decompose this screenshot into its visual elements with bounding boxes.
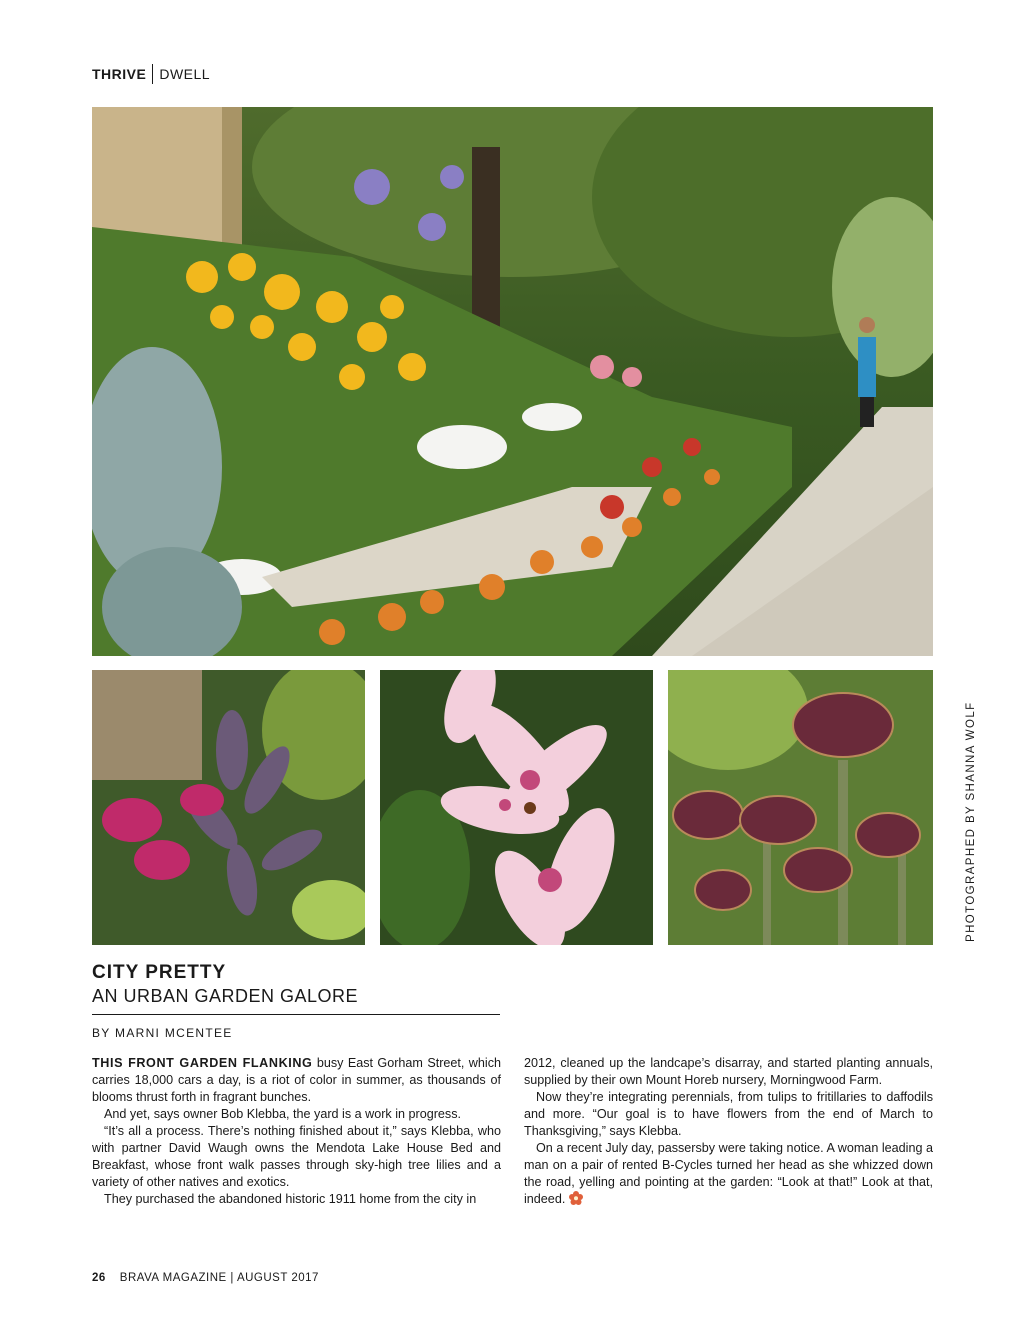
paragraph-text: busy East Gorham Street, which carries 18,000 cars a day, is a riot of color in summer, as thousands of blooms thrust forth in fragrant bunches. xyxy=(92,1056,501,1104)
section-divider xyxy=(152,64,153,84)
headline-rule xyxy=(92,1014,500,1015)
paragraph: They purchased the abandoned historic 1911 home from the city in xyxy=(104,1192,477,1206)
article-headline: CITY PRETTY xyxy=(92,962,227,983)
paragraph xyxy=(524,1140,933,1208)
flower-end-mark-icon xyxy=(569,1191,583,1205)
body-column-1 xyxy=(92,1055,501,1208)
paragraph xyxy=(92,1055,501,1106)
lily-photo xyxy=(380,670,653,945)
paragraph: “It’s all a process. There’s nothing finished about it,” says Klebba, who with partner David Waugh owns the Mendota Lake House Bed and Breakfast, whose front walk passes through sky-high tree lilies and a variety of other natives and exotics. xyxy=(92,1124,501,1189)
succulent-photo xyxy=(668,670,933,945)
section-name: THRIVE xyxy=(92,66,147,82)
paragraph-text: On a recent July day, passersby were taking notice. A woman leading a man on a pair of rented B-Cycles turned her head as she whizzed down the road, yelling and pointing at the garden: “Look at that!” Look at that, indeed. xyxy=(524,1141,933,1206)
paragraph: 2012, cleaned up the landcape’s disarray, and started planting annuals, supplied by their own Mount Horeb nursery, Morningwood Farm. xyxy=(524,1056,933,1087)
paragraph: Now they’re integrating perennials, from tulips to fritillaries to daffodils and more. “Our goal is to have flowers from the end of March to Thanksgiving,” says Klebba. xyxy=(524,1090,933,1138)
photo-credit: PHOTOGRAPHED BY SHANNA WOLF xyxy=(965,701,977,942)
hero-photo xyxy=(92,107,933,656)
foliage-photo xyxy=(92,670,365,945)
paragraph: And yet, says owner Bob Klebba, the yard is a work in progress. xyxy=(104,1107,462,1121)
page-footer xyxy=(92,1272,319,1284)
body-column-2 xyxy=(524,1055,933,1208)
section-tag xyxy=(92,64,210,84)
subsection-name: DWELL xyxy=(159,66,211,82)
byline: BY MARNI MCENTEE xyxy=(92,1026,233,1040)
publication-info: BRAVA MAGAZINE | AUGUST 2017 xyxy=(119,1272,319,1284)
page-number: 26 xyxy=(92,1272,106,1284)
lead-in: THIS FRONT GARDEN FLANKING xyxy=(92,1056,313,1070)
article-subhead: AN URBAN GARDEN GALORE xyxy=(92,986,359,1006)
